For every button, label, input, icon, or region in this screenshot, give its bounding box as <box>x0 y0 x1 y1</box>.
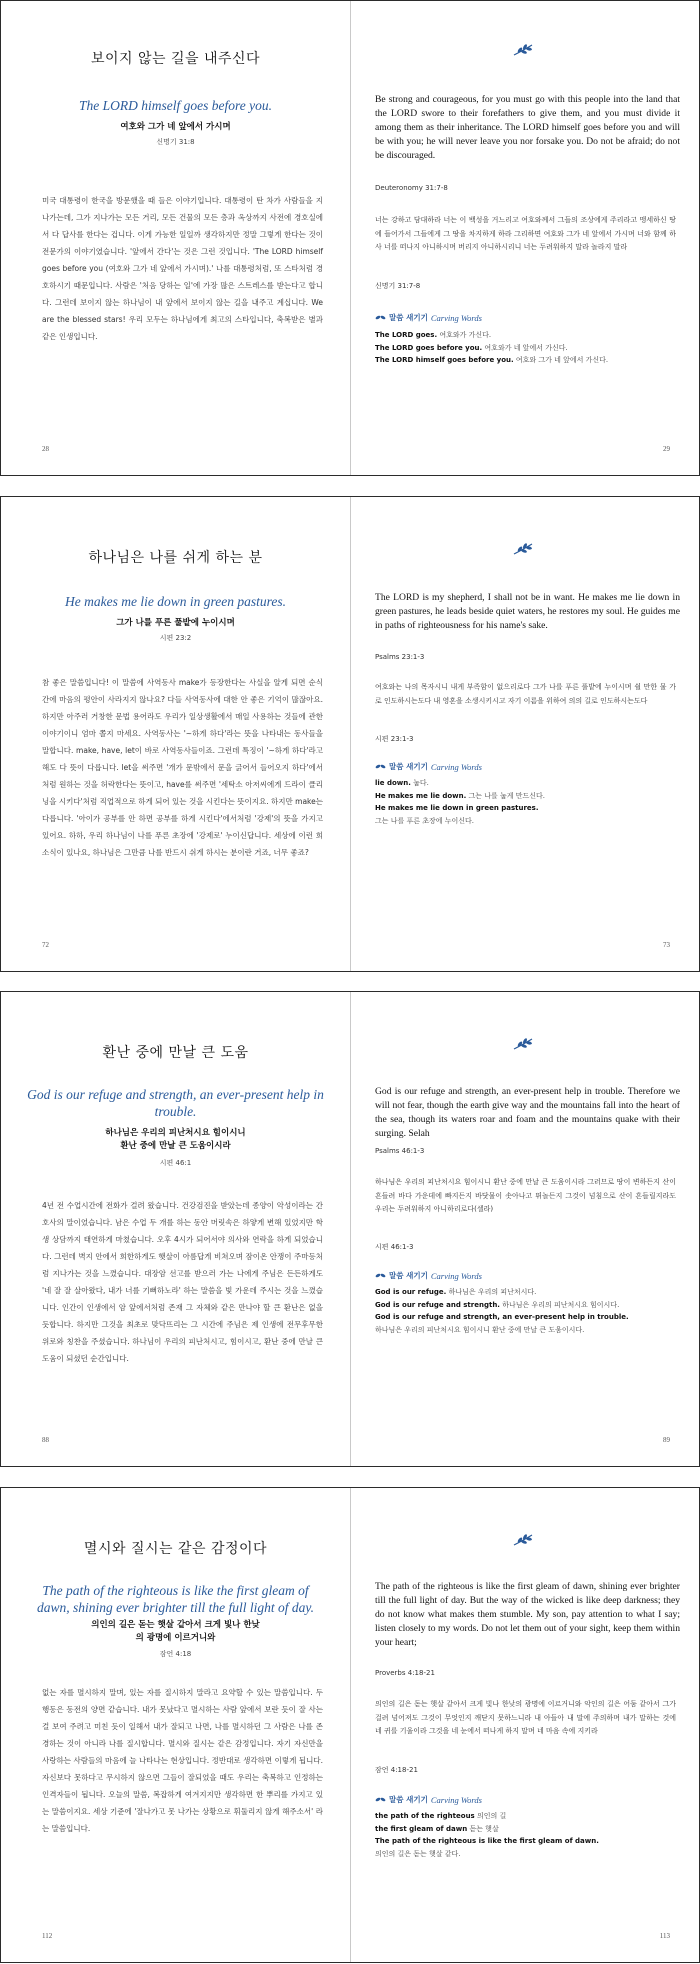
scripture-passage: Be strong and courageous, for you must go with this people into the land that the LORD swore to their forefathers to give them, and you must divide it among them as their inheritance. The LORD himself goes before you and will be with you; he will never leave you nor forsake you. Do not be afraid; do not be discouraged. <box>375 94 680 161</box>
carving-words-korean: 말씀 새기기 <box>389 1795 428 1804</box>
vocab-item: the first gleam of dawn 돋는 햇살 <box>375 1824 499 1833</box>
carving-words-heading <box>375 761 482 772</box>
passage-reference: Deuteronomy 31:7-8 <box>375 184 448 192</box>
page-number: 28 <box>42 445 49 453</box>
vocab-item: lie down. 눕다. <box>375 779 429 787</box>
page-title: 하나님은 나를 쉬게 하는 분 <box>88 550 263 566</box>
carving-words-english: Carving Words <box>430 1794 482 1805</box>
leaf-icon <box>375 1796 386 1803</box>
devotional-body: 미국 대통령이 한국을 방문했을 때 들은 이야기입니다. 대통령이 탄 차가 사람들을 지나가는데, 그가 지나가는 모든 거리, 모든 건물의 모든 층과 옥상까지 사전에 경호실에서 다 답사를 한다는 겁니다. 이게 가능한 일일까 생각하지만 정말 그렇게 한다는 것이 전문가의 이야기였습니다. '앞에서 간다'는 것은 그런 것입니다. 'The LORD himself goes before you (여호와 그가 네 앞에서 가시며).' 나를 대통령처럼, 또 스타처럼 경호하시기 때문입니다. 사람은 '처음 당하는 일'에 가장 많은 스트레스를 받는다고 합니다. 그런데 보이지 않는 하나님이 내 앞에서 보이지 않는 길을 내주고 계십니다. We are the blessed stars! 우리 모두는 하나님에게 최고의 스타입니다, 축복받은 별과 같은 인생입니다. <box>42 196 323 341</box>
vocab-item: He makes me lie down. 그는 나를 눕게 만드신다. <box>375 791 546 800</box>
vocab-item: The path of the righteous is like the first gleam of dawn. <box>375 1837 599 1845</box>
carving-words-english: Carving Words <box>430 761 482 772</box>
page-number: 113 <box>659 1932 670 1940</box>
right-page <box>351 497 700 971</box>
vocab-list <box>375 1810 684 1860</box>
key-verse-korean: 하나님은 우리의 피난처시요 힘이시니 환난 중에 만날 큰 도움이시라 <box>105 1128 246 1151</box>
olive-branch-icon <box>512 1037 534 1051</box>
olive-branch-icon <box>512 1533 534 1547</box>
page-title: 환난 중에 만날 큰 도움 <box>102 1045 249 1061</box>
page-number: 88 <box>42 1436 49 1444</box>
carving-words-english: Carving Words <box>430 1270 482 1281</box>
devotional-body: 참 좋은 말씀입니다! 이 말씀에 사역동사 make가 등장한다는 사실을 알게 되면 순식간에 마음의 평안이 사라지지 않나요? 다들 사역동사에 대한 안 좋은 기억이 많잖아요. 하지만 아주러 거창한 문법 용어라도 우리가 일상생활에서 매일 사용하는 것들에 관한 이야기이니 엄마 쫄지 마세요. 사역동사는 '~하게 하다'라는 뜻을 나타내는 동사들을 말합니다. make, have, let이 바로 사역동사들이죠. 그런데 특징이 '~하게 하다'라고 해도 다 뜻이 다릅니다. let을 써주면 '개가 문밖에서 문을 긁어서 들어오지 하다'에서처럼 원하는 것을 허락한다는 뜻이고, have를 써주면 '세탁소 아저씨에게 드라이 클리닝을 시키다'처럼 직업적으로 하게 되어 있는 것을 시킨다는 뜻이지요. 하지만 make는 다릅니다. '아이가 공부를 안 하면 공부를 하게 시킨다'에서처럼 '강제'의 뜻을 가지고 있어요. 하하, 우리 하나님이 나를 푸른 초장에 '강제로' 누이신답니다. 세상에 이런 희소식이 있나요, 하나님은 그만큼 나를 반드시 쉬게 하시는 분이란 거죠, 너무 좋죠? <box>42 678 323 857</box>
key-verse-english: The LORD himself goes before you. <box>79 98 272 113</box>
scripture-passage: The path of the righteous is like the first gleam of dawn, shining ever brighter till the full light of day. But the way of the wicked is like deep darkness; they do not know what makes them stumble. My son, pay attention to what I say; listen closely to my words. Do not let them out of your sight, keep them within your heart; <box>375 1581 680 1648</box>
key-verse-english: He makes me lie down in green pastures. <box>65 594 286 609</box>
key-verse-english: God is our refuge and strength, an ever-present help in trouble. <box>27 1087 324 1119</box>
olive-branch-icon <box>512 542 534 556</box>
scripture-passage-korean: 의인의 길은 돋는 햇살 같아서 크게 빛나 한낮의 광명에 이르거니와 악인의 길은 어둠 같아서 그가 걸려 넘어져도 그것이 무엇인지 깨닫지 못하느니라 내 아들아 내 말에 주의하며 내가 말하는 것에 네 귀를 기울이라 그것을 네 눈에서 떠나게 하지 말며 네 마음 속에 지키라 <box>375 1700 676 1735</box>
vocab-item: 하나님은 우리의 피난처시요 힘이시니 환난 중에 만날 큰 도움이시다. <box>375 1325 585 1334</box>
key-verse-korean: 그가 나를 푸른 풀밭에 누이시며 <box>116 618 235 628</box>
key-verse-reference: 시편 23:2 <box>159 634 192 642</box>
vocab-item: The LORD himself goes before you. 여호와 그가 네 앞에서 가신다. <box>375 356 609 364</box>
key-verse-english: The path of the righteous is like the first gleam of dawn, shining ever brighter till the full light of day. <box>36 1583 315 1615</box>
carving-words-korean: 말씀 새기기 <box>389 1271 428 1280</box>
vocab-item: the path of the righteous 의인의 길 <box>375 1812 507 1820</box>
key-verse-korean: 의인의 길은 돋는 햇살 같아서 크게 빛나 한낮의 광명에 이르거니와 <box>91 1620 260 1643</box>
scripture-passage-korean: 하나님은 우리의 피난처시요 힘이시니 환난 중에 만날 큰 도움이시라 그러므로 땅이 변하든지 산이 흔들려 바다 가운데에 빠지든지 바닷물이 솟아나고 뛰놀든지 그것이 넘침으로 산이 흔들릴지라도 우리는 두려워하지 아니하리로다(셀라) <box>375 1178 676 1213</box>
left-page <box>1 1488 350 1962</box>
page-number: 112 <box>42 1932 53 1940</box>
page-title: 보이지 않는 길을 내주신다 <box>90 51 261 67</box>
vocab-list <box>375 1286 684 1336</box>
key-verse-korean: 여호와 그가 네 앞에서 가시며 <box>120 122 231 132</box>
page-number: 89 <box>663 1436 670 1444</box>
carving-words-heading <box>375 312 482 323</box>
passage-korean-reference: 시편 46:1-3 <box>375 1243 414 1251</box>
leaf-icon <box>375 314 386 321</box>
vocab-item: 그는 나를 푸른 초장에 누이신다. <box>375 816 475 825</box>
page-title: 멸시와 질시는 같은 감정이다 <box>83 1541 268 1557</box>
passage-reference: Proverbs 4:18-21 <box>375 1669 435 1677</box>
carving-words-heading <box>375 1794 482 1805</box>
key-verse-reference: 시편 46:1 <box>159 1159 192 1167</box>
key-verse-reference: 신명기 31:8 <box>156 138 195 146</box>
leaf-icon <box>375 763 386 770</box>
left-page <box>1 1 350 475</box>
vocab-list <box>375 329 684 367</box>
page-number: 73 <box>663 941 670 949</box>
vocab-list <box>375 777 684 827</box>
book-spread-4 <box>0 1487 700 1963</box>
scripture-passage-korean: 너는 강하고 담대하라 너는 이 백성을 거느리고 여호와께서 그들의 조상에게 주리라고 맹세하신 땅에 들어가서 그들에게 그 땅을 차지하게 하라 그리하면 여호와 그가 네 앞에서 가시며 너와 함께 하사 너를 떠나지 아니하시며 버리지 아니하시리니 너는 두려워하지 말라 놀라지 말라 <box>375 216 676 251</box>
book-spread-2 <box>0 496 700 972</box>
vocab-item: God is our refuge and strength. 하나님은 우리의 피난처시요 힘이시다. <box>375 1300 620 1309</box>
left-page <box>1 497 350 971</box>
vocab-item: God is our refuge. 하나님은 우리의 피난처시다. <box>375 1288 537 1296</box>
passage-reference: Psalms 46:1-3 <box>375 1147 425 1155</box>
passage-korean-reference: 잠언 4:18-21 <box>375 1766 418 1774</box>
vocab-item: He makes me lie down in green pastures. <box>375 804 539 812</box>
vocab-item: The LORD goes. 여호와가 가신다. <box>375 331 492 339</box>
devotional-body: 4년 전 수업시간에 전화가 걸려 왔습니다. 건강검진을 받았는데 종양이 악성이라는 간호사의 말이었습니다. 남은 수업 두 개를 하는 동안 머릿속은 하얗게 변해 있었지만 학생 상담까지 태연하게 마쳤습니다. 오후 4시가 되어서야 의사와 연락을 하게 되었습니다. 그런데 벽지 안에서 희한하게도 햇살이 아름답게 비쳐오며 잠이온 안쟁이 주마등처럼 지나가는 것을 느꼈습니다. 대장암 선고를 받으러 가는 나에게 주님은 든든하게도 '네 잘 잘 살아왔다, 내가 너를 기뻐하노라' 하는 말씀을 빛 가운데 주시는 것을 느꼈습니다. 인간이 인생에서 암 앞에서처럼 존재 그 자체와 같은 만나야 할 큰 환난은 없을 듯합니다. 하지만 그것을 최초로 맞닥뜨리는 그 시간에 주님은 제 인생에 전무후무한 위로와 칭찬을 주셨습니다. 하나님이 우리의 피난처시고, 힘이시고, 환난 중에 만날 큰 도움이 되셨던 순간입니다. <box>42 1201 323 1363</box>
olive-branch-icon <box>512 43 534 57</box>
vocab-item: The LORD goes before you. 여호와가 네 앞에서 가신다. <box>375 343 568 352</box>
page-number: 72 <box>42 941 49 949</box>
page-number: 29 <box>663 445 670 453</box>
left-page <box>1 992 350 1466</box>
right-page <box>351 1488 700 1962</box>
devotional-body: 없는 자를 멸시하지 말며, 있는 자를 질시하지 말라고 요약할 수 있는 말씀입니다. 두 행동은 동전의 양면 같습니다. 내가 못났다고 멸시하는 사람 앞에서 보란 듯이 잘 사는 걸 보여 주려고 미친 듯이 일해서 내가 잘되고 나면, 나를 멸시하던 그 사람은 나를 존경하는 것이 아니라 나를 질시합니다. 멸시와 질시는 같은 감정입니다. 자기 자신만을 사랑하는 사람들의 마음에 늘 나타나는 현상입니다. 정반대로 생각하면 이렇게 됩니다. 자신보다 못하다고 무시하지 않으면 그들이 잘되었을 때도 우리는 축복하고 인정하는 인격자들이 됩니다. 오늘의 말씀, 복잡하게 여겨지지만 생각하면 한 뿌리를 가지고 있는 말씀이지요. 세상 기준에 '잘나가고 못 나가는 상황으로 휘둘리지 않게 해주소서' 라는 말씀입니다. <box>42 1688 323 1833</box>
carving-words-korean: 말씀 새기기 <box>389 762 428 771</box>
vocab-item: God is our refuge and strength, an ever-present help in trouble. <box>375 1313 629 1321</box>
book-spread-3 <box>0 991 700 1467</box>
key-verse-reference: 잠언 4:18 <box>159 1650 192 1658</box>
book-spread-1 <box>0 0 700 476</box>
passage-korean-reference: 시편 23:1-3 <box>375 735 414 743</box>
right-page <box>351 992 700 1466</box>
carving-words-english: Carving Words <box>430 312 482 323</box>
vocab-item: 의인의 길은 돋는 햇살 같다. <box>375 1849 461 1858</box>
passage-reference: Psalms 23:1-3 <box>375 653 425 661</box>
scripture-passage: God is our refuge and strength, an ever-present help in trouble. Therefore we will not fear, though the earth give way and the mountains fall into the heart of the sea, though its waters roar and foam and the mountains quake with their surging. Selah <box>375 1086 680 1139</box>
carving-words-korean: 말씀 새기기 <box>389 313 428 322</box>
passage-korean-reference: 신명기 31:7-8 <box>375 282 421 290</box>
scripture-passage: The LORD is my shepherd, I shall not be in want. He makes me lie down in green pastures, he leads beside quiet waters, he restores my soul. He guides me in paths of righteousness for his name's sake. <box>375 592 680 631</box>
right-page <box>351 1 700 475</box>
carving-words-heading <box>375 1270 482 1281</box>
leaf-icon <box>375 1272 386 1279</box>
scripture-passage-korean: 여호와는 나의 목자시니 내게 부족함이 없으리로다 그가 나를 푸른 풀밭에 누이시며 쉴 만한 물 가로 인도하시는도다 내 영혼을 소생시키시고 자기 이름을 위하여 의의 길로 인도하시는도다 <box>375 683 676 705</box>
